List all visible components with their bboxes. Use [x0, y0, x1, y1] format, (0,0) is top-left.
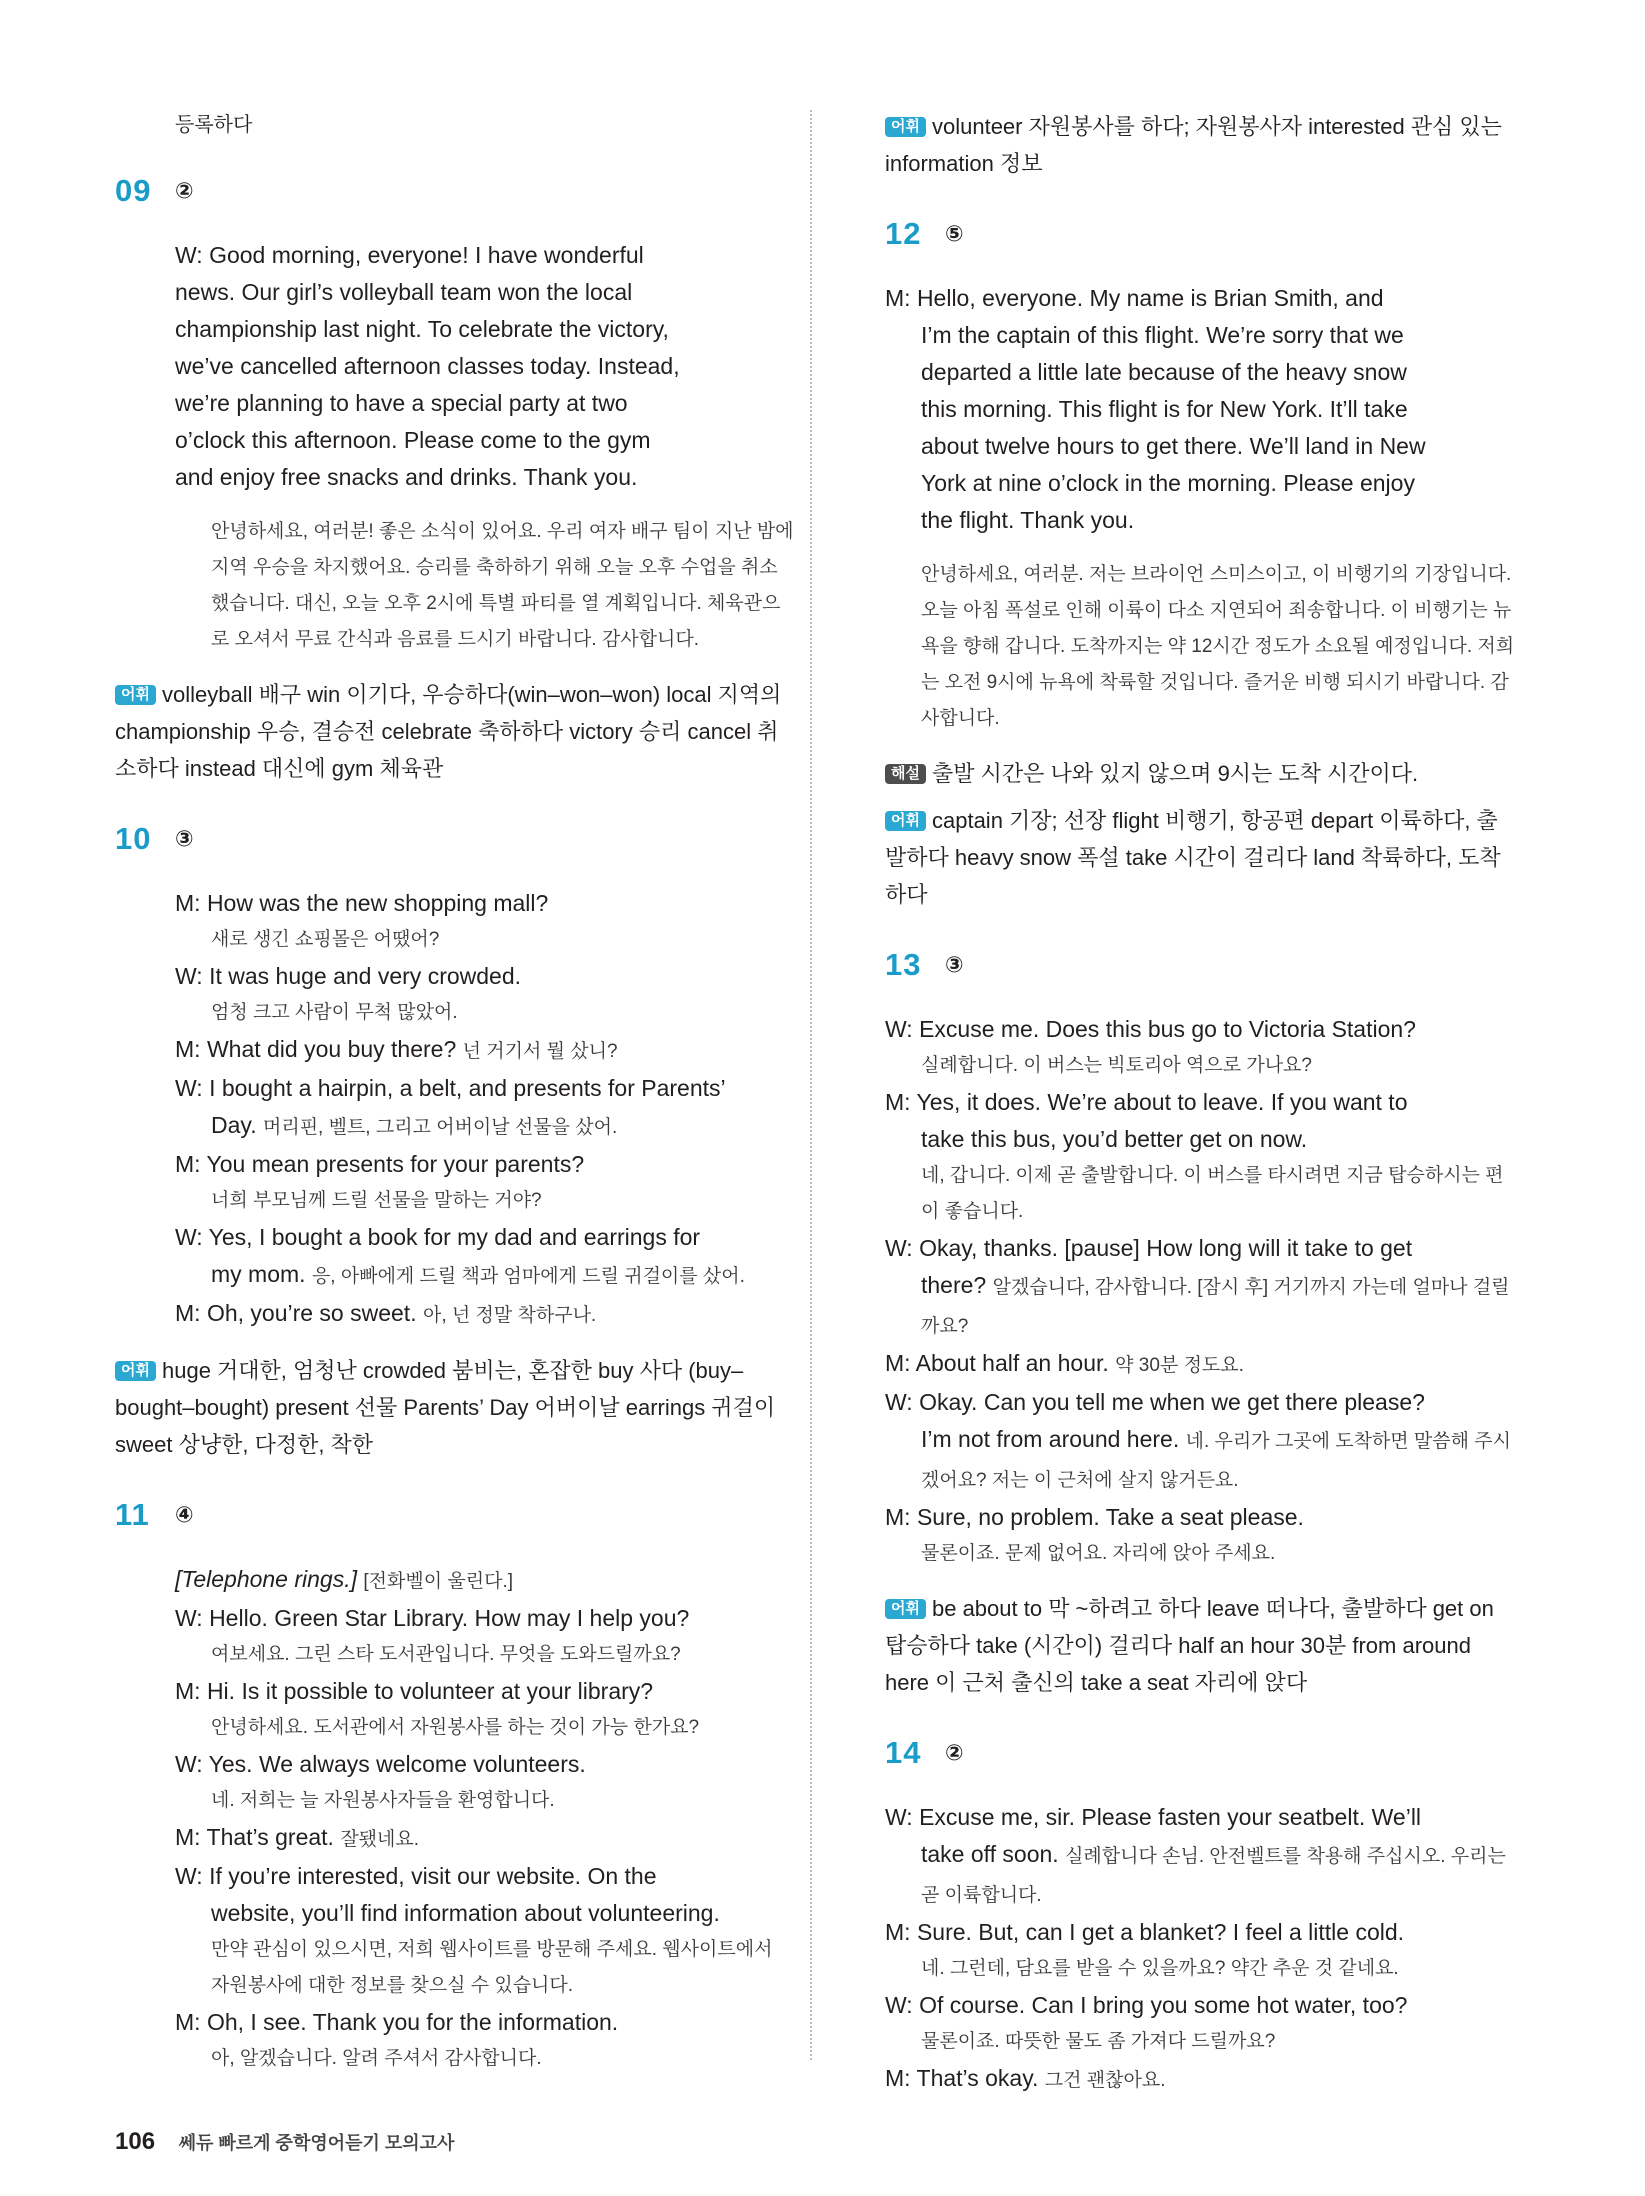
script-line: M: Sure, no problem. Take a seat please.: [885, 1504, 1304, 1530]
script-line: o’clock this afternoon. Please come to the gym: [175, 427, 651, 453]
script-text: there?: [921, 1272, 987, 1298]
korean-inline: 네. 우리가 그곳에 도착하면 말씀해 주시겠어요? 저는 이 근처에 살지 않거든요.: [921, 1431, 1511, 1491]
question-14-body: [885, 1799, 1515, 2099]
question-12-header: [885, 216, 1515, 252]
korean-inline: 약 30분 정도요.: [1115, 1355, 1244, 1376]
script-text: M: That’s okay.: [885, 2065, 1039, 2091]
script-line: and enjoy free snacks and drinks. Thank you.: [175, 464, 638, 490]
script-line: York at nine o’clock in the morning. Please enjoy: [921, 470, 1415, 496]
script-line: I’m the captain of this flight. We’re sorry that we: [921, 322, 1404, 348]
explanation-tag: 해설: [885, 764, 926, 784]
script-line: the flight. Thank you.: [921, 507, 1135, 533]
script-line: M: Hi. Is it possible to volunteer at your library?: [175, 1678, 654, 1704]
korean-inline: 알겠습니다, 감사합니다. [잠시 후] 거기까지 가는데 얼마나 걸릴까요?: [921, 1277, 1510, 1337]
script-line: [175, 1256, 795, 1295]
korean-line: 네. 저희는 늘 자원봉사자들을 환영합니다.: [211, 1790, 555, 1811]
script-line: take this bus, you’d better get on now.: [921, 1126, 1308, 1152]
page-footer: [115, 2128, 454, 2156]
script-line: M: Oh, I see. Thank you for the information.: [175, 2009, 619, 2035]
right-column: [885, 108, 1515, 2099]
question-10-header: [115, 821, 795, 857]
explanation-box: [885, 755, 1515, 792]
script-line: [175, 1295, 795, 1334]
vocab-text: be about to 막 ~하려고 하다 leave 떠나다, 출발하다 get on 탑승하다 take (시간이) 걸리다 half an hour 30분 from around here 이 근처 출신의 take a seat 자리에 앉다: [885, 1596, 1494, 1695]
script-line: about twelve hours to get there. We’ll land in New: [921, 433, 1426, 459]
script-line: W: Good morning, everyone! I have wonderful: [175, 242, 644, 268]
question-09-header: [115, 173, 795, 209]
script-line: this morning. This flight is for New York. It’ll take: [921, 396, 1408, 422]
script-text: my mom.: [211, 1261, 306, 1287]
script-text: M: About half an hour.: [885, 1350, 1109, 1376]
vocab-box: [115, 676, 795, 787]
script-line: [175, 1561, 795, 1600]
korean-inline: 아, 넌 정말 착하구나.: [422, 1305, 597, 1326]
vocab-text: volunteer 자원봉사를 하다; 자원봉사자 interested 관심 있는 information 정보: [885, 114, 1502, 176]
vocab-tag: 어휘: [115, 1361, 156, 1381]
korean-line: 아, 알겠습니다. 알려 주셔서 감사합니다.: [211, 2048, 542, 2069]
script-line: [885, 1421, 1515, 1499]
script-line: M: You mean presents for your parents?: [175, 1151, 585, 1177]
top-note: 등록하다: [175, 114, 253, 136]
vocab-box: [115, 1352, 795, 1463]
stage-direction: [Telephone rings.]: [175, 1566, 358, 1592]
vocab-text: captain 기장; 선장 flight 비행기, 항공편 depart 이륙하다, 출발하다 heavy snow 폭설 take 시간이 걸리다 land 착륙하다, 도착하다: [885, 808, 1501, 907]
korean-inline: 머리핀, 벨트, 그리고 어버이날 선물을 샀어.: [262, 1117, 618, 1138]
script-line: W: Yes, I bought a book for my dad and earrings for: [175, 1224, 701, 1250]
korean-inline: 그건 괜찮아요.: [1044, 2070, 1166, 2091]
korean-line: 물론이죠. 따뜻한 물도 좀 가져다 드릴까요?: [921, 2031, 1276, 2052]
script-text: take off soon.: [921, 1841, 1059, 1867]
answer-mark: ②: [945, 1740, 964, 1765]
vocab-tag: 어휘: [885, 117, 926, 137]
answer-mark: ④: [175, 1502, 194, 1527]
vocab-tag: 어휘: [885, 811, 926, 831]
korean-line: 너희 부모님께 드릴 선물을 말하는 거야?: [211, 1190, 542, 1211]
korean-inline: 응, 아빠에게 드릴 책과 엄마에게 드릴 귀걸이를 샀어.: [311, 1266, 745, 1287]
column-divider: [810, 110, 812, 2060]
korean-inline: 넌 거기서 뭘 샀니?: [462, 1041, 618, 1062]
question-10-body: [175, 885, 795, 1334]
vocab-text: huge 거대한, 엄청난 crowded 붐비는, 혼잡한 buy 사다 (buy–bought–bought) present 선물 Parents’ Day 어버이날 earrings 귀걸이 sweet 상냥한, 다정한, 착한: [115, 1358, 776, 1457]
question-number: 10: [115, 821, 152, 856]
script-line: W: Excuse me. Does this bus go to Victoria Station?: [885, 1016, 1416, 1042]
korean-line: 실례합니다. 이 버스는 빅토리아 역으로 가나요?: [921, 1055, 1312, 1076]
question-12-body: [885, 280, 1515, 737]
script-line: W: Hello. Green Star Library. How may I help you?: [175, 1605, 690, 1631]
script-line: M: Hello, everyone. My name is Brian Smith, and: [885, 285, 1384, 311]
korean-translation: 안녕하세요, 여러분! 좋은 소식이 있어요. 우리 여자 배구 팀이 지난 밤에 지역 우승을 차지했어요. 승리를 축하하기 위해 오늘 오후 수업을 취소했습니다. 대신, 오늘 오후 2시에 특별 파티를 열 계획입니다. 체육관으로 오셔서 무료 간식과 음료를 드시기 바랍니다. 감사합니다.: [211, 521, 794, 650]
script-line: W: Of course. Can I bring you some hot water, too?: [885, 1992, 1408, 2018]
korean-inline: 실례합니다 손님. 안전벨트를 착용해 주십시오. 우리는 곧 이륙합니다.: [921, 1846, 1506, 1906]
korean-line: 엄청 크고 사람이 무척 많았어.: [211, 1002, 458, 1023]
script-text: M: What did you buy there?: [175, 1036, 457, 1062]
question-13-header: [885, 947, 1515, 983]
question-number: 12: [885, 216, 922, 251]
script-line: M: Yes, it does. We’re about to leave. If you want to: [885, 1089, 1408, 1115]
vocab-text: volleyball 배구 win 이기다, 우승하다(win–won–won) local 지역의 championship 우승, 결승전 celebrate 축하하다 victory 승리 cancel 취소하다 instead 대신에 gym 체육관: [115, 682, 782, 781]
answer-mark: ⑤: [945, 221, 964, 246]
vocab-box: [885, 1590, 1515, 1701]
script-text: Day.: [211, 1112, 257, 1138]
script-line: [175, 1031, 795, 1070]
script-line: W: If you’re interested, visit our website. On the: [175, 1863, 657, 1889]
question-number: 09: [115, 173, 152, 208]
korean-line: 네. 그런데, 담요를 받을 수 있을까요? 약간 추운 것 같네요.: [921, 1958, 1399, 1979]
script-text: I’m not from around here.: [921, 1426, 1180, 1452]
korean-inline: [전화벨이 울린다.]: [363, 1571, 513, 1592]
question-number: 13: [885, 947, 922, 982]
question-number: 11: [115, 1497, 150, 1532]
script-line: championship last night. To celebrate the victory,: [175, 316, 669, 342]
answer-mark: ②: [175, 178, 194, 203]
answer-mark: ③: [945, 952, 964, 977]
korean-line: 만약 관심이 있으시면, 저희 웹사이트를 방문해 주세요. 웹사이트에서 자원봉사에 대한 정보를 찾으실 수 있습니다.: [211, 1939, 773, 1996]
script-line: W: It was huge and very crowded.: [175, 963, 522, 989]
script-line: we’re planning to have a special party at two: [175, 390, 628, 416]
question-11-header: [115, 1497, 795, 1533]
script-line: W: Okay, thanks. [pause] How long will it take to get: [885, 1235, 1413, 1261]
script-line: [885, 1836, 1515, 1914]
korean-line: 네, 갑니다. 이제 곧 출발합니다. 이 버스를 타시려면 지금 탑승하시는 편이 좋습니다.: [921, 1165, 1504, 1222]
question-09-body: [175, 237, 795, 658]
korean-inline: 잘됐네요.: [340, 1829, 420, 1850]
korean-line: 안녕하세요. 도서관에서 자원봉사를 하는 것이 가능 한가요?: [211, 1717, 700, 1738]
left-column: [115, 108, 795, 2077]
script-text: M: Oh, you’re so sweet.: [175, 1300, 417, 1326]
script-line: news. Our girl’s volleyball team won the local: [175, 279, 633, 305]
script-line: website, you’ll find information about volunteering.: [211, 1900, 720, 1926]
vocab-tag: 어휘: [115, 685, 156, 705]
vocab-box: [885, 802, 1515, 913]
script-line: [885, 1345, 1515, 1384]
question-13-body: [885, 1011, 1515, 1572]
script-line: W: Yes. We always welcome volunteers.: [175, 1751, 586, 1777]
script-line: W: Excuse me, sir. Please fasten your seatbelt. We’ll: [885, 1804, 1422, 1830]
script-line: departed a little late because of the heavy snow: [921, 359, 1407, 385]
script-line: [885, 2060, 1515, 2099]
book-title: 쎄듀 빠르게 중학영어듣기 모의고사: [178, 2133, 455, 2153]
question-14-header: [885, 1735, 1515, 1771]
script-line: W: I bought a hairpin, a belt, and presents for Parents’: [175, 1075, 726, 1101]
script-line: M: Sure. But, can I get a blanket? I feel a little cold.: [885, 1919, 1405, 1945]
question-11-body: [175, 1561, 795, 2077]
vocab-tag: 어휘: [885, 1599, 926, 1619]
korean-line: 새로 생긴 쇼핑몰은 어땠어?: [211, 929, 440, 950]
script-line: [175, 1819, 795, 1858]
question-number: 14: [885, 1735, 922, 1770]
page-number: 106: [115, 2128, 156, 2155]
script-text: M: That’s great.: [175, 1824, 334, 1850]
vocab-box: [885, 108, 1515, 182]
korean-translation: 안녕하세요, 여러분. 저는 브라이언 스미스이고, 이 비행기의 기장입니다. 오늘 아침 폭설로 인해 이륙이 다소 지연되어 죄송합니다. 이 비행기는 뉴욕을 향해 갑니다. 도착까지는 약 12시간 정도가 소요될 예정입니다. 저희는 오전 9시에 뉴욕에 착륙할 것입니다. 즐거운 비행 되시기 바랍니다. 감사합니다.: [921, 564, 1515, 729]
script-line: [175, 1107, 795, 1146]
script-line: we’ve cancelled afternoon classes today. Instead,: [175, 353, 680, 379]
script-line: M: How was the new shopping mall?: [175, 890, 549, 916]
korean-line: 여보세요. 그린 스타 도서관입니다. 무엇을 도와드릴까요?: [211, 1644, 681, 1665]
explanation-text: 출발 시간은 나와 있지 않으며 9시는 도착 시간이다.: [931, 761, 1419, 786]
script-line: [885, 1267, 1515, 1345]
korean-line: 물론이죠. 문제 없어요. 자리에 앉아 주세요.: [921, 1543, 1276, 1564]
answer-mark: ③: [175, 826, 194, 851]
script-line: W: Okay. Can you tell me when we get there please?: [885, 1389, 1425, 1415]
